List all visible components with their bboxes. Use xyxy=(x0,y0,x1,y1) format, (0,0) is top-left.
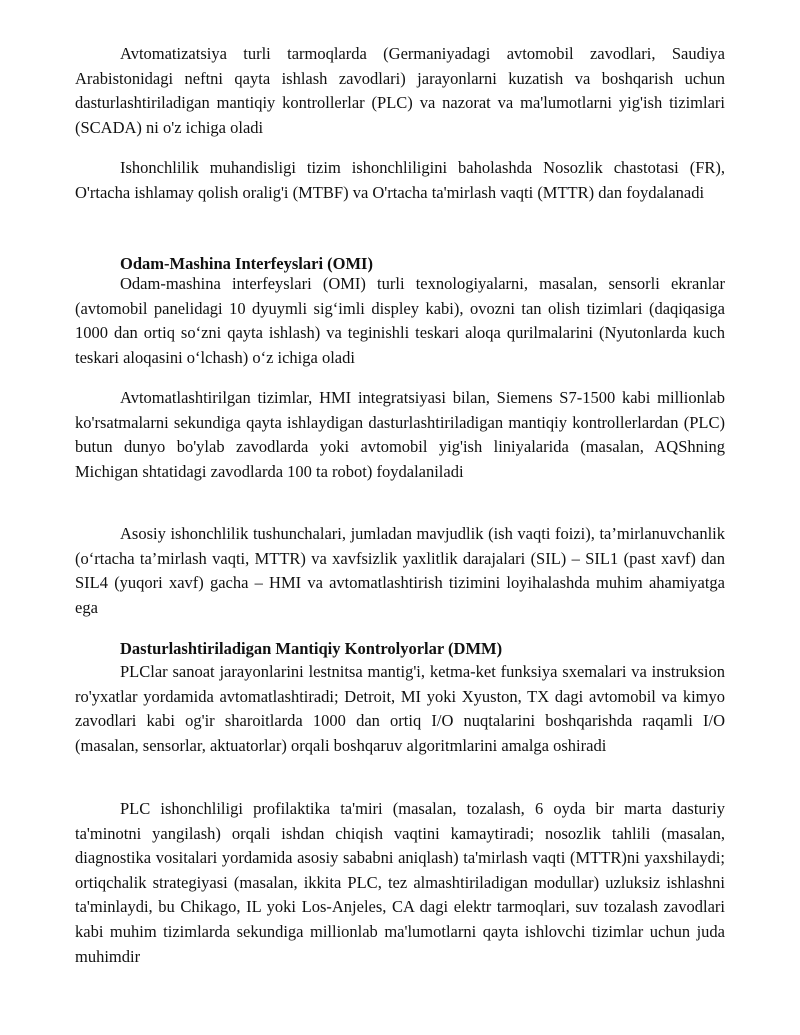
paragraph-omi-technologies: Odam-mashina interfeyslari (OMI) turli texnologiyalarni, masalan, sensorli ekranlar (avtomobil panelidagi 10 dyuymli sig‘imli displey kabi), ovozni tan olish tizimlari (daqiqasiga 1000 dan ortiq so‘zni qayta ishlash) va teginishli teskari aloqa qurilmalarini (Nyutonlarda kuch teskari aloqasini o‘lchash) o‘z ichiga oladi xyxy=(75,274,725,367)
heading-dmm: Dasturlashtiriladigan Mantiqiy Kontrolyorlar (DMM) xyxy=(120,639,503,658)
paragraph-plc-reliability: PLC ishonchliligi profilaktika ta'miri (masalan, tozalash, 6 oyda bir marta dasturiy ta'minotni yangilash) orqali ishdan chiqish vaqtini kamaytiradi; nosozlik tahlili (masalan, diagnostika vositalari yordamida asosiy sababni aniqlash) ta'mirlash vaqti (MTTR)ni yaxshilaydi; ortiqchalik strategiyasi (masalan, ikkita PLC, tez almashtiriladigan modullar) uzluksiz ishlashni ta'minlaydi, bu Chikago, IL yoki Los-Anjeles, CA dagi elektr tarmoqlari, suv tozalash zavodlari kabi muhim tizimlarda sekundiga millionlab ma'lumotlarni qayta ishlovchi tizimlar uchun juda muhimdir xyxy=(75,799,725,966)
paragraph-reliability-concepts: Asosiy ishonchlilik tushunchalari, jumladan mavjudlik (ish vaqti foizi), ta’mirlanuvchanlik (o‘rtacha ta’mirlash vaqti, MTTR) va xavfsizlik yaxlitlik darajalari (SIL) – SIL1 (past xavf) dan SIL4 (yuqori xavf) gacha – HMI va avtomatlashtirish tizimini loyihalashda muhim ahamiyatga ega xyxy=(75,524,725,617)
heading-omi: Odam-Mashina Interfeyslari (OMI) xyxy=(120,254,373,273)
paragraph-plc-automation: PLClar sanoat jarayonlarini lestnitsa mantig'i, ketma-ket funksiya sxemalari va instruksion ro'yxatlar yordamida avtomatlashtiradi; Detroit, MI yoki Xyuston, TX dagi avtomobil va kimyo zavodlari kabi og'ir sharoitlarda 1000 dan ortiq I/O nuqtalarini boshqarishda raqamli I/O (masalan, sensorlar, aktuatorlar) orqali boshqaruv algoritmlarini amalga oshiradi xyxy=(75,662,725,755)
paragraph-reliability-metrics: Ishonchlilik muhandisligi tizim ishonchliligini baholashda Nosozlik chastotasi (FR), O'rtacha ishlamay qolish oralig'i (MTBF) va O'rtacha ta'mirlash vaqti (MTTR) dan foydalanadi xyxy=(75,158,725,202)
paragraph-automation-industries: Avtomatizatsiya turli tarmoqlarda (Germaniyadagi avtomobil zavodlari, Saudiya Arabistonidagi neftni qayta ishlash zavodlari) jarayonlarni kuzatish va boshqarish uchun dasturlashtiriladigan mantiqiy kontrollerlar (PLC) va nazorat va ma'lumotlarni yig'ish tizimlari (SCADA) ni o'z ichiga oladi xyxy=(75,44,725,137)
paragraph-hmi-integration: Avtomatlashtirilgan tizimlar, HMI integratsiyasi bilan, Siemens S7-1500 kabi millionlab ko'rsatmalarni sekundiga qayta ishlaydigan dasturlashtiriladigan mantiqiy kontrollerlardan (PLC) butun dunyo bo'ylab zavodlarda yoki avtomobil yig'ish liniyalarida (masalan, AQShning Michigan shtatidagi zavodlarda 100 ta robot) foydalaniladi xyxy=(75,388,725,481)
